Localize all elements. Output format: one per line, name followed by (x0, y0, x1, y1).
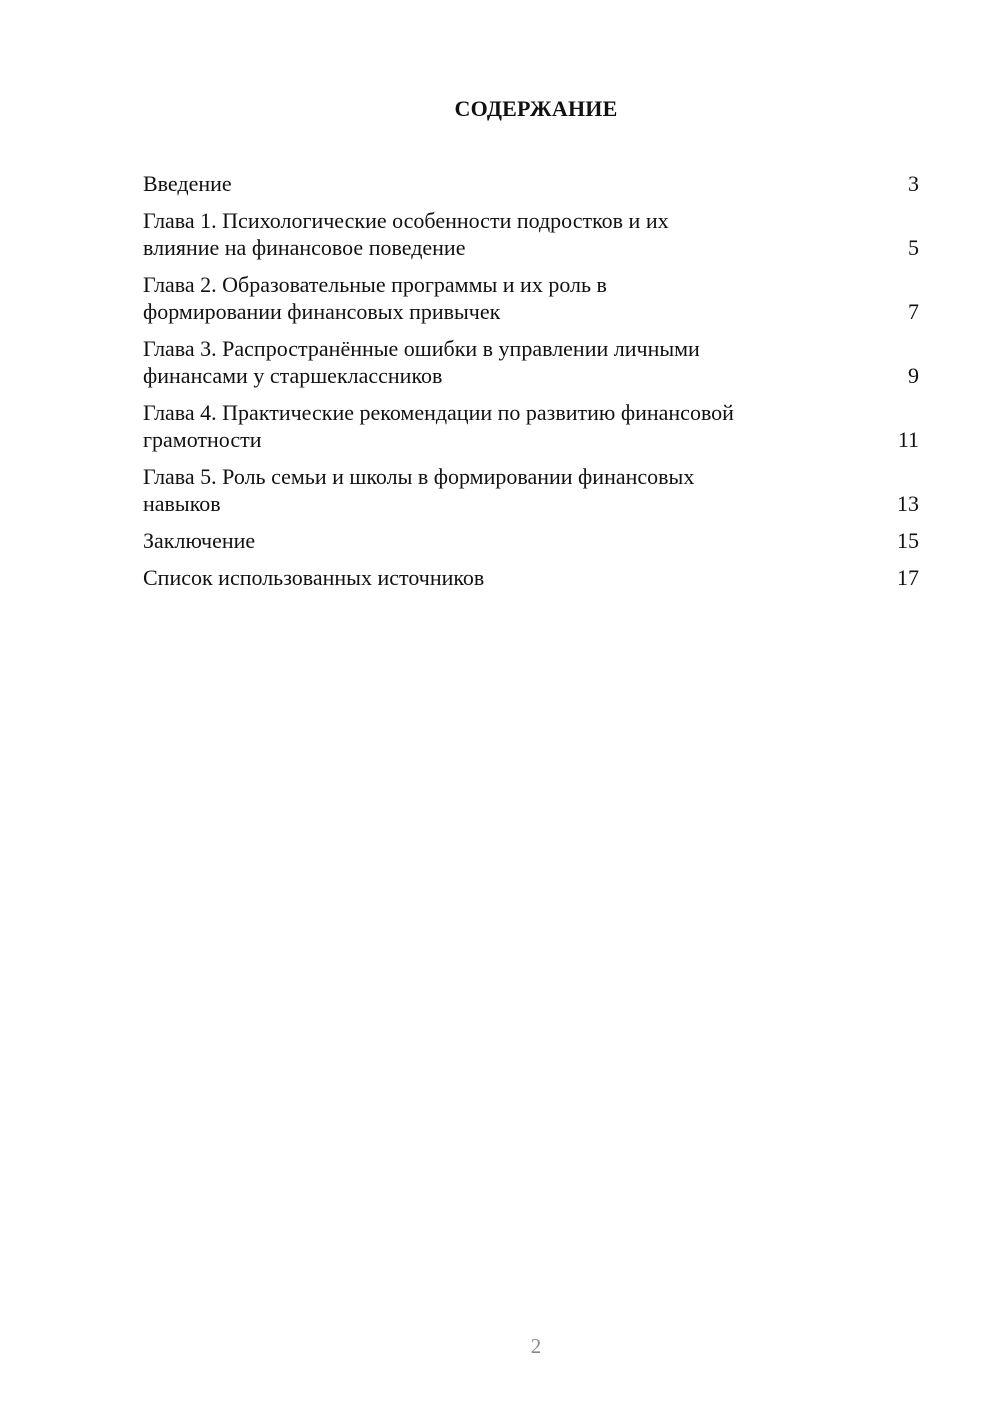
toc-entry-label (143, 463, 873, 517)
toc-entry-page: 9 (908, 363, 919, 388)
toc-entry-line: навыков (143, 491, 221, 516)
toc-entry-line: грамотности (143, 427, 262, 452)
toc-entry-page: 13 (897, 491, 919, 516)
toc-entry-chapter-1 (143, 207, 919, 261)
toc-entry-line: Глава 1. Психологические особенности подростков и их (143, 208, 669, 233)
toc-entry-page: 15 (897, 528, 919, 553)
toc-entry-line: формировании финансовых привычек (143, 299, 501, 324)
toc-entry-chapter-2 (143, 271, 919, 325)
toc-entry-label (143, 527, 873, 554)
toc-entry-line: влияние на финансовое поведение (143, 235, 466, 260)
toc-entry-line: Глава 3. Распространённые ошибки в управлении личными (143, 336, 700, 361)
toc-entry-line: Глава 5. Роль семьи и школы в формировании финансовых (143, 464, 695, 489)
toc-entry-chapter-3 (143, 335, 919, 389)
toc-entry-page: 5 (908, 235, 919, 260)
toc-entry-page: 11 (897, 427, 919, 452)
toc-entry-label (143, 271, 873, 325)
toc-entry-label (143, 170, 873, 197)
toc-entry-label (143, 399, 873, 453)
toc-entry-line: Введение (143, 171, 232, 196)
toc-entry-line: Глава 2. Образовательные программы и их роль в (143, 272, 607, 297)
toc-entry-introduction (143, 170, 919, 197)
table-of-contents (143, 170, 919, 601)
toc-entry-chapter-5 (143, 463, 919, 517)
toc-entry-line: Глава 4. Практические рекомендации по развитию финансовой (143, 400, 734, 425)
page-title: СОДЕРЖАНИЕ (454, 96, 618, 121)
toc-entry-label (143, 335, 873, 389)
toc-entry-conclusion (143, 527, 919, 554)
toc-entry-page: 17 (897, 565, 919, 590)
toc-entry-references (143, 564, 919, 591)
toc-entry-label (143, 564, 873, 591)
toc-entry-page: 7 (908, 299, 919, 324)
toc-entry-page: 3 (908, 171, 919, 196)
toc-entry-line: финансами у старшеклассников (143, 363, 443, 388)
toc-entry-line: Список использованных источников (143, 565, 485, 590)
toc-entry-label (143, 207, 873, 261)
toc-entry-chapter-4 (143, 399, 919, 453)
page-number: 2 (530, 1334, 542, 1358)
toc-entry-line: Заключение (143, 528, 256, 553)
